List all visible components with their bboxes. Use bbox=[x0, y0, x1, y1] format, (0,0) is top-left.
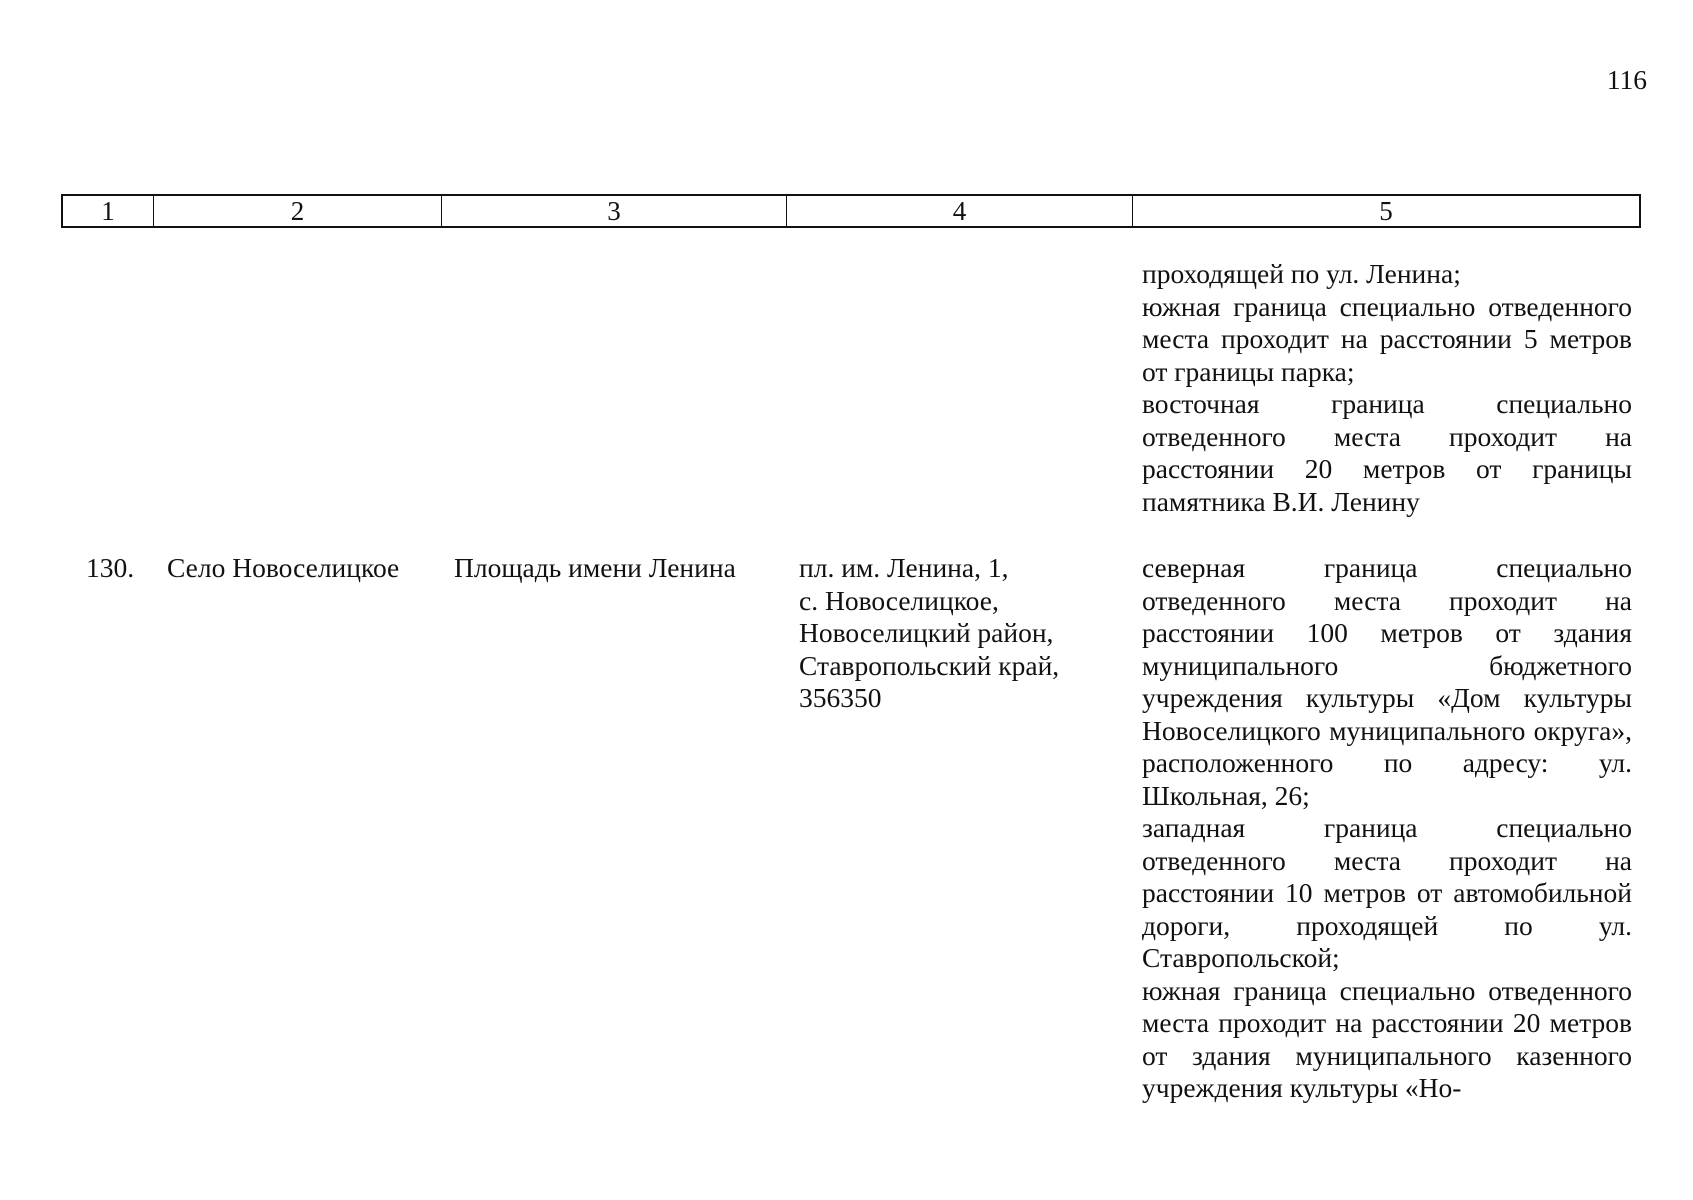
row-settlement: Село Новоселицкое bbox=[167, 552, 400, 583]
continuation-description bbox=[1142, 258, 1632, 518]
row-place: Площадь имени Ленина bbox=[454, 552, 736, 583]
table-header-row bbox=[61, 194, 1641, 228]
continuation-paragraph-1: проходящей по ул. Ленина; bbox=[1142, 258, 1461, 289]
continuation-paragraph-3: восточная граница специально отведенного места проходит на расстоянии 20 метров от границы памятника В.И. Ленину bbox=[1142, 388, 1632, 517]
header-cell-2: 2 bbox=[154, 196, 442, 226]
header-cell-3: 3 bbox=[442, 196, 787, 226]
header-cell-5: 5 bbox=[1379, 195, 1393, 226]
description-paragraph-1: северная граница специально отведенного места проходит на расстоянии 100 метров от здания муниципального бюджетного учреждения культуры «Дом культуры Новоселицкого муниципального округа», расположенного по адресу: ул. Школьная, 26; bbox=[1142, 552, 1632, 811]
address-line: 356350 bbox=[799, 682, 882, 713]
header-cell-1: 1 bbox=[63, 196, 154, 226]
row-description bbox=[1142, 552, 1632, 1105]
address-line: Ставропольский край, bbox=[799, 649, 1060, 681]
row-number: 130. bbox=[86, 552, 135, 583]
description-paragraph-3: южная граница специально отведенного места проходит на расстоянии 20 метров от здания муниципального казенного учреждения культуры «Но- bbox=[1142, 974, 1632, 1103]
description-paragraph-2: западная граница специально отведенного места проходит на расстоянии 10 метров от автомобильной дороги, проходящей по ул. Ставропольской; bbox=[1142, 812, 1632, 973]
header-cell-4: 4 bbox=[787, 196, 1133, 226]
address-line: с. Новоселицкое, bbox=[799, 584, 999, 616]
row-address bbox=[799, 552, 1099, 715]
page-number: 116 bbox=[1606, 64, 1647, 95]
address-line: пл. им. Ленина, 1, bbox=[799, 552, 1009, 583]
continuation-paragraph-2: южная граница специально отведенного места проходит на расстоянии 5 метров от границы парка; bbox=[1142, 290, 1632, 387]
address-line: Новоселицкий район, bbox=[799, 617, 1054, 648]
